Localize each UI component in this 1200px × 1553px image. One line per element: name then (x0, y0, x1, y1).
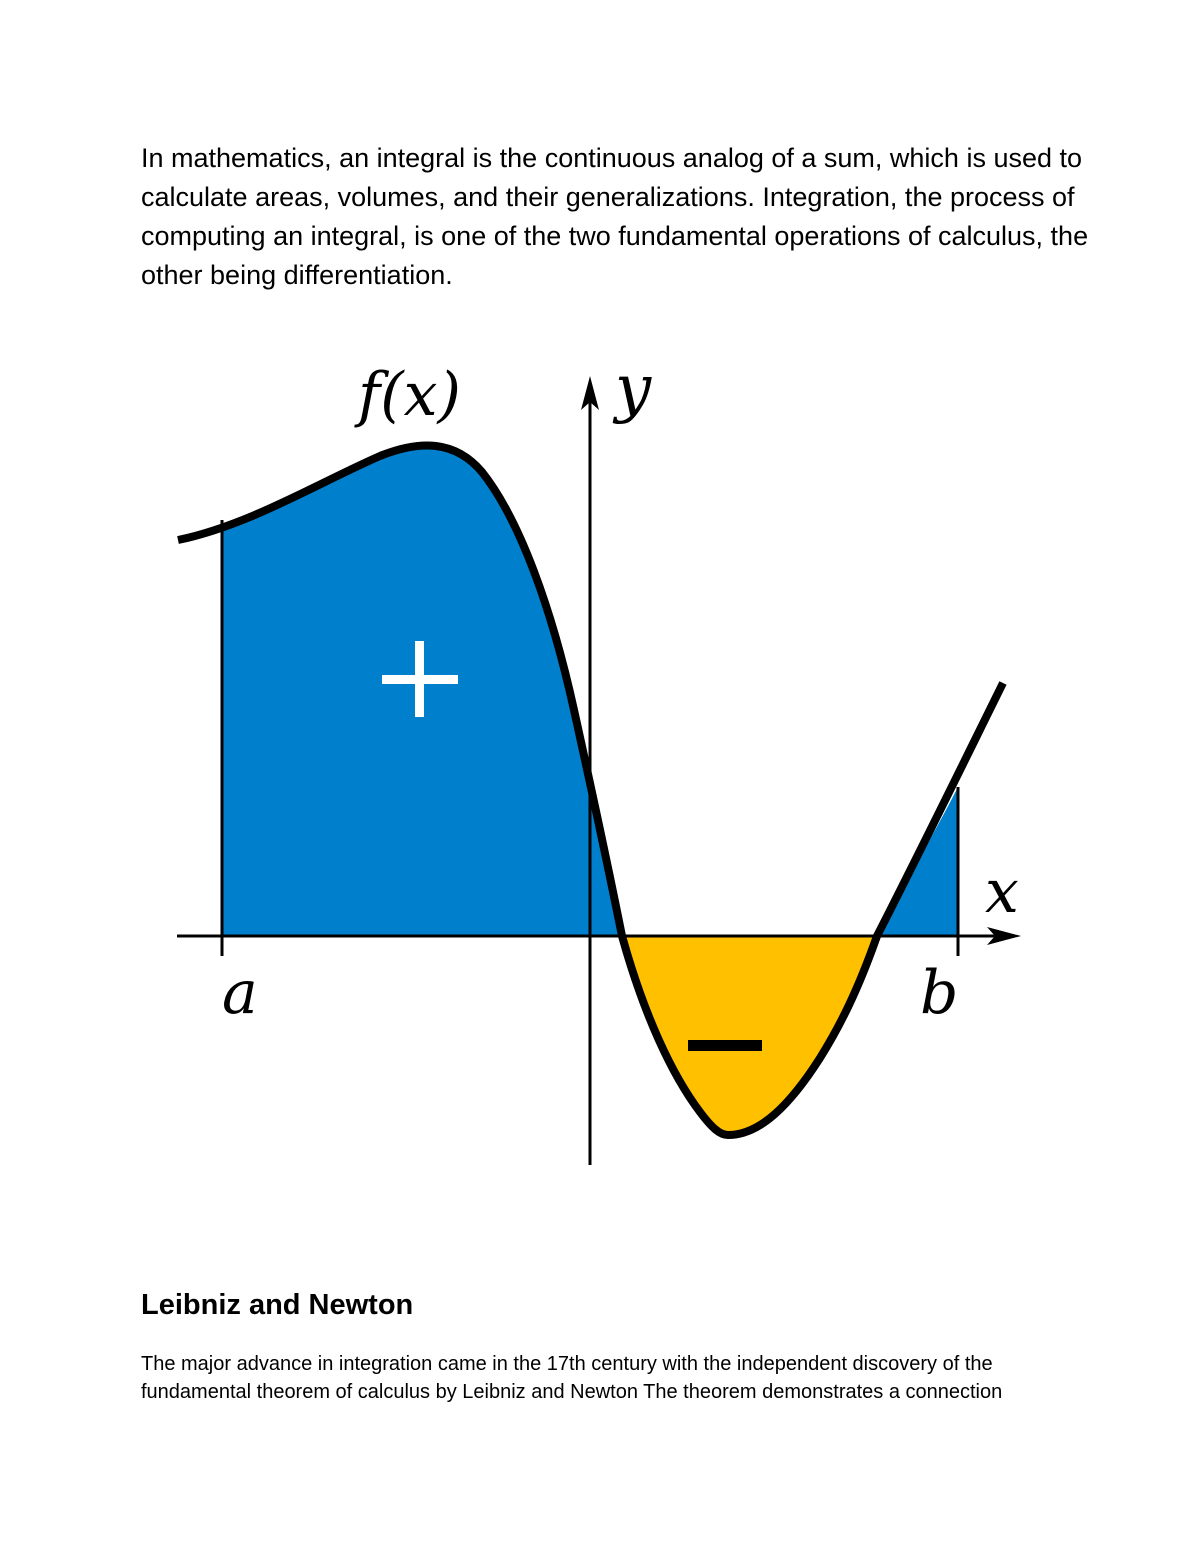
negative-sign (688, 1040, 762, 1051)
y-axis-label: y (615, 352, 652, 426)
intro-paragraph: In mathematics, an integral is the continuous analog of a sum, which is used to calculate areas, volumes, and their generalizations. Integration, the process of computing an integral, is one of the two fundamental operations of calculus, the other being differentiation. (141, 143, 1089, 290)
upper-bound-label: b (920, 958, 959, 1028)
lower-bound-label: a (222, 958, 258, 1028)
function-label: f(x) (358, 360, 461, 430)
section-heading: Leibniz and Newton (141, 1289, 414, 1321)
section-paragraph: The major advance in integration came in the 17th century with the independent discovery of the fundamental theorem of calculus by Leibniz and Newton The theorem demonstrates a connection (141, 1353, 1003, 1403)
x-axis-label: x (985, 857, 1019, 927)
